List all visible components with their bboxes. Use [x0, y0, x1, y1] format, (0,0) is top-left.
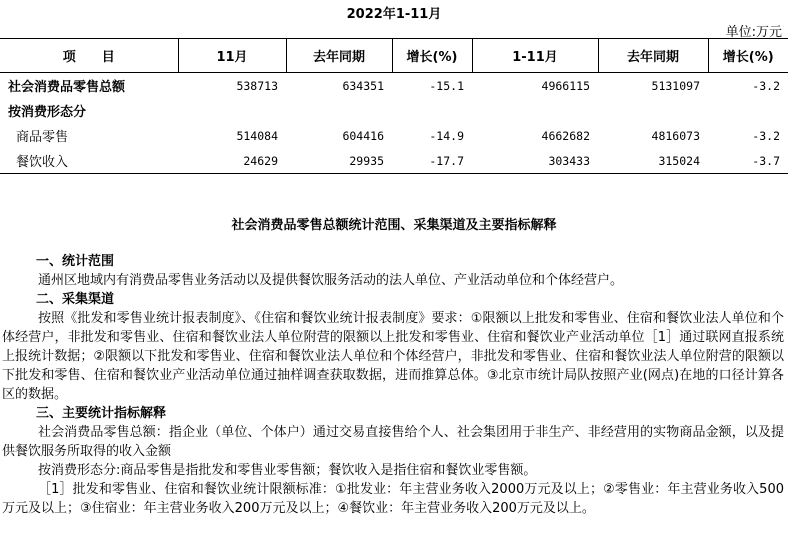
unit-label: 单位:万元	[725, 25, 782, 40]
cell-value: 514084	[236, 128, 278, 143]
column-header: 项 目	[0, 39, 178, 73]
row-label: 商品零售	[16, 130, 69, 145]
cell-value: 24629	[178, 148, 286, 174]
cell-value: 315024	[598, 148, 708, 174]
cell-value	[472, 98, 598, 123]
column-header: 增长(%)	[392, 39, 472, 73]
table-row	[0, 123, 788, 148]
cell-value: -3.2	[752, 128, 780, 143]
cell-value: 29935	[286, 148, 392, 174]
cell-value: -14.9	[429, 128, 464, 143]
footnote: ［1］批发和零售业、住宿和餐饮业统计限额标准：①批发业：年主营业务收入2000万元及以上；②零售业：年主营业务收入500万元及以上；③住宿业：年主营业务收入200万元及以上；④餐饮业：年主营业务收入200万元及以上。	[2, 482, 784, 516]
explanation-title: 社会消费品零售总额统计范围、采集渠道及主要指标解释	[231, 218, 557, 233]
cell-value	[708, 98, 788, 123]
row-label: 按消费形态分	[8, 105, 87, 120]
cell-value	[178, 98, 286, 123]
section-text: 按照《批发和零售业统计报表制度》、《住宿和餐饮业统计报表制度》要求：①限额以上批发和零售业、住宿和餐饮业法人单位和个体经营户，非批发和零售业、住宿和餐饮业法人单位附营的限额以上批发和零售业、住宿和餐饮业产业活动单位［1］通过联网直报系统上报统计数据；②限额以下批发和零售业、住宿和餐饮业法人单位和个体经营户，非批发和零售业、住宿和餐饮业法人单位附营的限额以下批发和零售、住宿和餐饮业产业活动单位通过抽样调查获取数据，进而推算总体。③北京市统计局队按照产业(网点)在地的口径计算各区的数据。	[2, 311, 784, 402]
cell-value: 303433	[472, 148, 598, 174]
table-row	[0, 73, 788, 99]
table-row	[0, 98, 788, 123]
cell-value: 604416	[342, 128, 384, 143]
column-header: 11月	[178, 39, 286, 73]
cell-value: 634351	[342, 78, 384, 93]
cell-value	[392, 98, 472, 123]
column-header: 去年同期	[286, 39, 392, 73]
table-row	[0, 148, 788, 174]
cell-value: 4816073	[651, 128, 700, 143]
cell-value: -15.1	[429, 78, 464, 93]
column-header: 1-11月	[472, 39, 598, 73]
cell-value: 4966115	[541, 78, 590, 93]
explanation-body	[0, 252, 788, 518]
section-text: 按消费形态分:商品零售是指批发和零售业零售额；餐饮收入是指住宿和餐饮业零售额。	[38, 463, 537, 478]
report-period: 2022年1-11月	[346, 7, 442, 22]
cell-value	[598, 98, 708, 123]
table-header-row	[0, 39, 788, 73]
cell-value: 538713	[236, 78, 278, 93]
column-header: 增长(%)	[708, 39, 788, 73]
cell-value: -17.7	[392, 148, 472, 174]
cell-value: -3.2	[752, 78, 780, 93]
cell-value: 4662682	[541, 128, 590, 143]
section-text: 通州区地域内有消费品零售业务活动以及提供餐饮服务活动的法人单位、产业活动单位和个体经营户。	[38, 273, 624, 288]
section-text: 社会消费品零售总额：指企业（单位、个体户）通过交易直接售给个人、社会集团用于非生产、非经营用的实物商品金额，以及提供餐饮服务所取得的收入金额	[2, 425, 784, 459]
row-label: 餐饮收入	[0, 148, 178, 174]
section-heading: 三、主要统计指标解释	[36, 406, 167, 421]
cell-value: -3.7	[708, 148, 788, 174]
row-label: 社会消费品零售总额	[8, 80, 126, 95]
cell-value: 5131097	[651, 78, 700, 93]
section-heading: 二、采集渠道	[36, 292, 115, 307]
section-heading: 一、统计范围	[36, 254, 115, 269]
cell-value	[286, 98, 392, 123]
retail-sales-table	[0, 38, 788, 174]
column-header: 去年同期	[598, 39, 708, 73]
